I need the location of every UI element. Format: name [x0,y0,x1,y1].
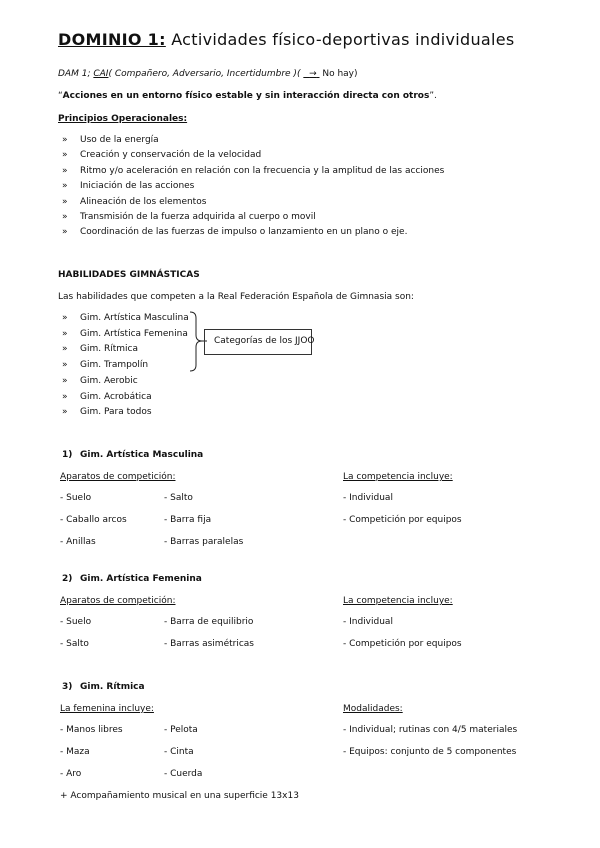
section-number: 1) [62,450,73,460]
list-item: - Salto [164,493,193,503]
left-heading: Aparatos de competición: [60,472,176,482]
list-item: - Cinta [164,747,194,757]
list-item: - Individual [343,617,393,627]
title-lead: DOMINIO 1: [58,30,166,49]
list-item: - Individual [343,493,393,503]
bullet-icon: » [62,227,68,238]
list-item: - Suelo [60,617,92,627]
section-title: Gim. Artística Femenina [80,574,202,584]
habilidad-label: Gim. Acrobática [80,391,152,402]
list-item: - Anillas [60,537,96,547]
principle-label: Ritmo y/o aceleración en relación con la frecuencia y la amplitud de las acciones [80,165,445,176]
list-item: - Caballo arcos [60,515,127,525]
dam-prefix: DAM 1; [58,69,91,79]
list-item: - Barra de equilibrio [164,617,254,627]
bullet-icon: » [62,150,68,161]
page-title [58,30,515,49]
section-number: 2) [62,574,73,584]
bullet-icon: » [62,375,68,386]
bullet-icon: » [62,135,68,145]
habilidad-label: Gim. Artística Masculina [80,313,189,323]
habilidades-heading: HABILIDADES GIMNÁSTICAS [58,270,200,280]
bullet-icon: » [62,328,68,339]
jjoo-box-label: Categorías de los JJOO [214,336,315,346]
principle-label: Iniciación de las acciones [80,181,195,192]
quote-text: Acciones en un entorno físico estable y sin interacción directa con otros [62,91,430,101]
list-item: - Pelota [164,725,198,735]
left-heading: Aparatos de competición: [60,596,176,606]
bullet-icon: » [62,360,68,371]
quote-close: ”. [429,91,437,101]
dam-line [58,69,358,79]
list-item: - Equipos: conjunto de 5 componentes [343,747,517,757]
principle-label: Transmisión de la fuerza adquirida al cuerpo o movil [80,212,316,222]
bullet-icon: » [62,344,68,355]
list-item: - Barra fija [164,515,212,525]
list-item: - Competición por equipos [343,639,462,649]
right-heading: Modalidades: [343,704,403,714]
bullet-icon: » [62,313,68,323]
habilidad-label: Gim. Para todos [80,407,152,418]
habilidad-label: Gim. Trampolín [80,360,149,371]
definition-quote [58,91,437,101]
arrow-icon: → [309,69,317,79]
dam-cai: CAI [93,69,109,79]
list-item: - Competición por equipos [343,515,462,525]
list-item: - Salto [60,639,89,649]
list-item: - Suelo [60,493,92,503]
bullet-icon: » [62,407,68,418]
bullet-icon: » [62,391,68,402]
dam-rest: ( Compañero, Adversario, Incertidumbre )( [108,69,301,79]
habilidades-intro: Las habilidades que competen a la Real Federación Española de Gimnasia son: [58,292,414,302]
bullet-icon: » [62,165,68,176]
section-number: 3) [62,682,73,692]
list-item: - Barras asimétricas [164,639,254,649]
quote-open: “ [58,91,63,101]
list-item: - Cuerda [164,769,203,779]
list-item: - Individual; rutinas con 4/5 materiales [343,725,518,735]
principle-label: Coordinación de las fuerzas de impulso o lanzamiento en un plano o eje. [80,227,408,238]
principle-label: Creación y conservación de la velocidad [80,150,262,161]
section-note: + Acompañamiento musical en una superficie 13x13 [60,791,299,801]
dam-arrow [303,69,319,79]
dam-end: No hay) [322,69,358,79]
list-item: - Barras paralelas [164,537,244,547]
right-heading: La competencia incluye: [343,472,453,482]
principle-label: Alineación de los elementos [80,196,207,207]
right-heading: La competencia incluye: [343,596,453,606]
left-heading: La femenina incluye: [60,704,154,714]
habilidad-label: Gim. Aerobic [80,375,138,386]
section-title: Gim. Rítmica [80,682,145,692]
principles-heading: Principios Operacionales: [58,114,188,124]
jjoo-box [204,329,315,355]
list-item: - Aro [60,769,82,779]
title-rest: Actividades físico-deportivas individuales [171,30,515,49]
section-title: Gim. Artística Masculina [80,450,204,460]
bullet-icon: » [62,181,68,192]
habilidad-label: Gim. Rítmica [80,344,138,355]
list-item: - Manos libres [60,725,123,735]
principle-label: Uso de la energía [80,135,159,145]
bullet-icon: » [62,212,68,222]
habilidad-label: Gim. Artística Femenina [80,328,188,339]
list-item: - Maza [60,747,90,757]
bullet-icon: » [62,196,68,207]
